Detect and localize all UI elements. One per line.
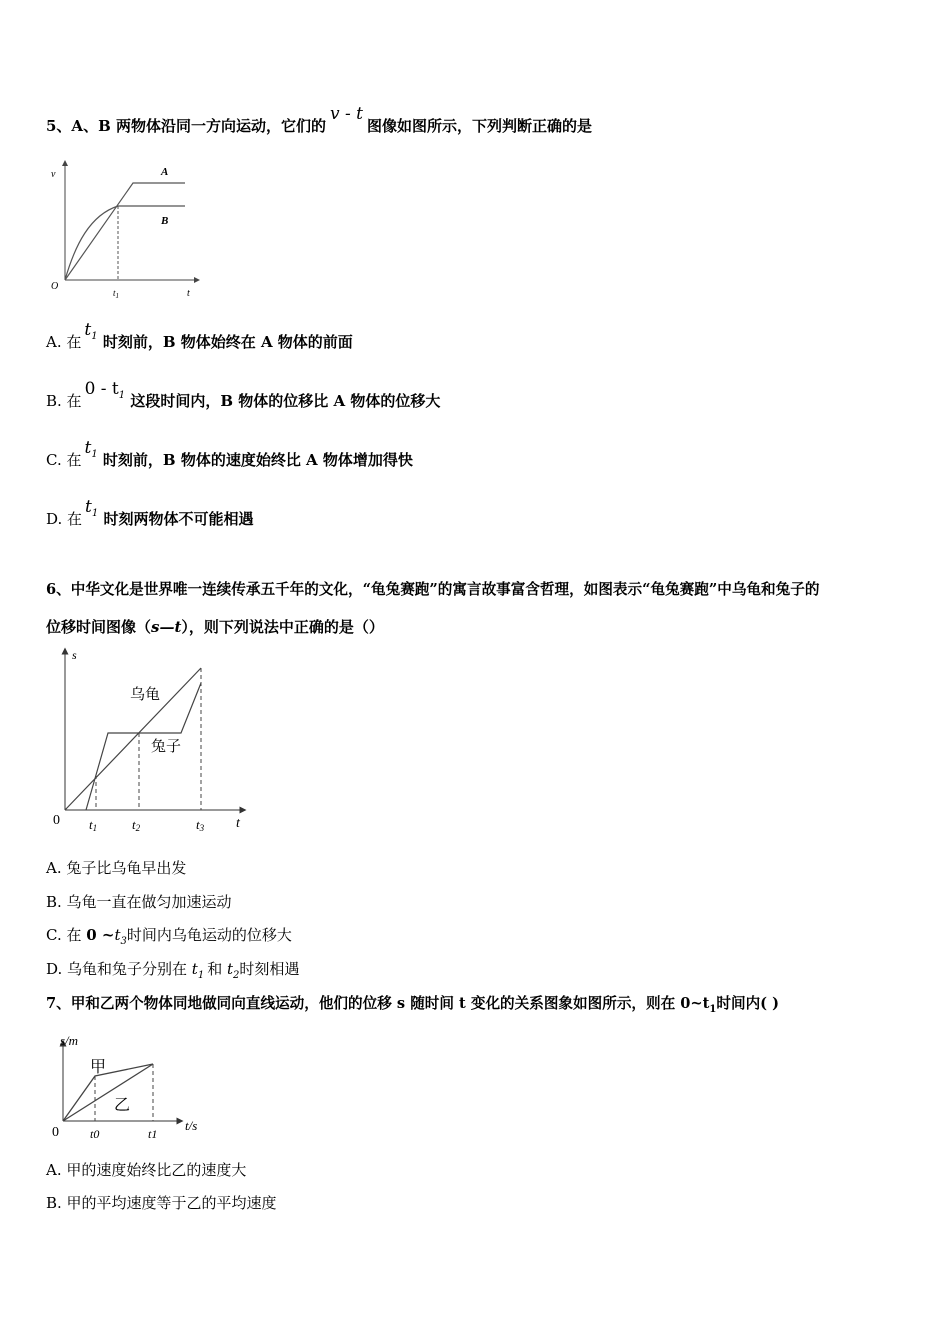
q5-option-b-math: 0 - t <box>84 379 119 399</box>
q6-y-label: s <box>72 648 77 662</box>
q5-option-d-prefix: D. 在 <box>46 510 83 528</box>
q6-stem-line1: 6、中华文化是世界唯一连续传承五千年的文化，“龟兔赛跑”的寓言故事富含哲理，如图表示“龟兔赛跑”中乌龟和兔子的 <box>46 581 820 598</box>
q5-option-c <box>46 438 413 473</box>
q7-jia-label: 甲 <box>90 1059 107 1076</box>
q6-option-d-sub1: 1 <box>197 970 205 981</box>
q6-option-c <box>46 925 292 948</box>
q7-origin: 0 <box>52 1125 59 1140</box>
q5-x-label: t <box>187 288 190 299</box>
q5-option-c-sub: 1 <box>91 449 98 460</box>
q5-option-b <box>46 379 441 414</box>
q7-stem-part1: 7、甲和乙两个物体同地做同向直线运动，他们的位移 s 随时间 t 变化的关系图象如图所示，则在 0~t <box>46 995 710 1012</box>
q6-rabbit-label: 兔子 <box>151 739 182 755</box>
q6-option-d <box>46 959 299 982</box>
q5-option-b-prefix: B. 在 <box>46 392 82 410</box>
q6-option-d-math2: t <box>226 960 234 978</box>
q5-stem-part2: 图像如图所示，下列判断正确的是 <box>366 117 592 135</box>
q6-tick-t1: t1 <box>89 817 98 833</box>
q6-option-a: A. 兔子比乌龟早出发 <box>46 859 187 877</box>
q6-option-c-prefix: C. 在 <box>46 926 87 944</box>
q5-tick-t1: $t_1$ <box>113 288 120 300</box>
q5-line-a <box>65 183 185 280</box>
q5-option-c-prefix: C. 在 <box>46 451 82 469</box>
q5-option-d-text: 时刻两物体不可能相遇 <box>98 510 254 528</box>
q6-option-d-sub2: 2 <box>233 970 240 981</box>
q7-tick-t0: t0 <box>90 1127 100 1141</box>
q6-option-d-prefix: D. 乌龟和兔子分别在 <box>46 960 192 978</box>
q5-option-c-math: t <box>84 438 92 458</box>
q5-stem <box>46 104 592 136</box>
q5-y-label: v <box>51 169 56 180</box>
q5-label-b: B <box>161 215 169 227</box>
q5-label-a: A <box>161 166 169 178</box>
q6-origin: 0 <box>53 813 60 828</box>
q6-option-d-text: 时刻相遇 <box>239 960 300 978</box>
q6-stem-line2-part2: ），则下列说法中正确的是（） <box>181 618 384 636</box>
q5-option-d-sub: 1 <box>91 508 99 519</box>
q5-option-d-math: t <box>85 497 92 517</box>
q5-option-a-sub: 1 <box>91 331 98 342</box>
q7-stem-sub: 1 <box>709 1004 717 1015</box>
q5-option-a-prefix: A. 在 <box>46 333 82 351</box>
q7-yi-label: 乙 <box>114 1097 131 1114</box>
q5-option-c-text: 时刻前，B 物体的速度始终比 A 物体增加得快 <box>97 451 413 469</box>
q5-option-a <box>46 320 353 355</box>
q5-option-b-text: 这段时间内，B 物体的位移比 A 物体的位移大 <box>125 392 441 410</box>
q6-option-c-sub: 3 <box>120 936 127 947</box>
q6-option-d-math1: t <box>191 960 198 978</box>
q7-yi-line <box>63 1064 153 1121</box>
q6-option-d-mid: 和 <box>207 960 227 978</box>
q7-stem <box>46 994 779 1016</box>
q5-option-b-sub: 1 <box>118 390 126 401</box>
q6-turtle-label: 乌龟 <box>130 687 161 703</box>
q5-origin: O <box>51 281 59 292</box>
q7-x-label: t/s <box>185 1118 198 1133</box>
q7-option-a: A. 甲的速度始终比乙的速度大 <box>46 1161 247 1179</box>
q5-stem-part1: 5、A、B 两物体沿同一方向运动，它们的 <box>46 117 326 135</box>
q7-y-label: s/m <box>60 1033 79 1048</box>
q6-x-label: t <box>236 816 240 831</box>
q6-option-c-text: 时间内乌龟运动的位移大 <box>126 926 292 944</box>
q6-tick-t3: t3 <box>196 817 205 833</box>
q6-stem-line2-part1: 位移时间图像（ <box>46 618 152 636</box>
q6-st-graph <box>48 645 258 835</box>
q6-option-c-bold: 0 ~ <box>86 926 115 944</box>
q5-option-d <box>46 497 254 532</box>
q5-option-a-math: t <box>84 320 92 340</box>
q7-option-b: B. 甲的平均速度等于乙的平均速度 <box>46 1194 277 1212</box>
q6-tick-t2: t2 <box>132 817 141 833</box>
q5-option-a-text: 时刻前，B 物体始终在 A 物体的前面 <box>97 333 353 351</box>
q7-tick-t1: t1 <box>148 1127 158 1141</box>
q7-stem-part2: 时间内( ) <box>716 995 780 1012</box>
q6-stem-math: s—t <box>151 618 182 636</box>
q6-option-c-math: t <box>114 926 121 944</box>
q6-option-b: B. 乌龟一直在做匀加速运动 <box>46 893 232 911</box>
q5-vt-graph <box>45 155 205 305</box>
q7-st-graph <box>50 1028 220 1143</box>
q6-stem-line2 <box>46 617 384 637</box>
q5-stem-math: v - t <box>329 104 363 124</box>
